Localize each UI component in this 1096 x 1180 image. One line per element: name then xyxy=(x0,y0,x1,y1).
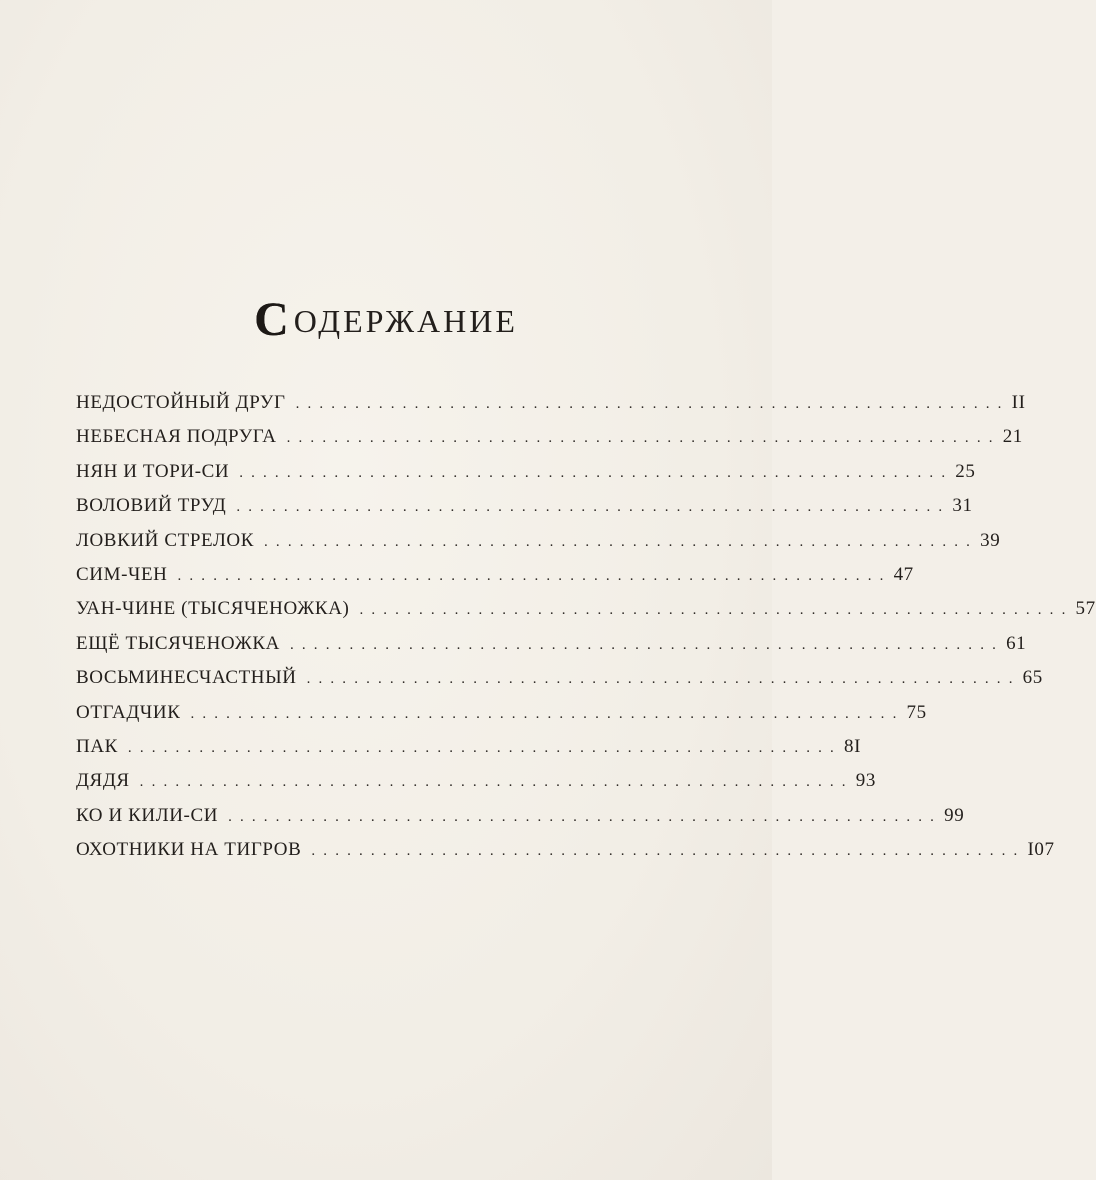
toc-entry-title: НЕБЕСНАЯ ПОДРУГА xyxy=(76,426,277,448)
toc-entry xyxy=(76,627,1027,661)
toc-entry xyxy=(76,558,914,592)
toc-entry xyxy=(76,592,1096,626)
dot-leader: . . . . . . . . . . . . . . . . . . . . . . . . . . . . . . . . . . . . . . . . . . . . . . . . . . . . . . . . . . . . xyxy=(177,567,886,584)
toc-entry xyxy=(76,489,973,523)
toc-entry-title: СИМ-ЧЕН xyxy=(76,563,168,585)
dot-leader: . . . . . . . . . . . . . . . . . . . . . . . . . . . . . . . . . . . . . . . . . . . . . . . . . . . . . . . . . . . . xyxy=(311,843,1020,860)
dot-leader: . . . . . . . . . . . . . . . . . . . . . . . . . . . . . . . . . . . . . . . . . . . . . . . . . . . . . . . . . . . . xyxy=(239,464,948,481)
page-title xyxy=(0,293,772,346)
dot-leader: . . . . . . . . . . . . . . . . . . . . . . . . . . . . . . . . . . . . . . . . . . . . . . . . . . . . . . . . . . . . xyxy=(228,808,937,825)
toc-entry-page: 65 xyxy=(1022,667,1043,689)
toc-entry-title: НЯН И ТОРИ-СИ xyxy=(76,460,230,482)
toc-entry xyxy=(76,696,927,730)
dot-leader: . . . . . . . . . . . . . . . . . . . . . . . . . . . . . . . . . . . . . . . . . . . . . . . . . . . . . . . . . . . . xyxy=(236,499,945,516)
dot-leader: . . . . . . . . . . . . . . . . . . . . . . . . . . . . . . . . . . . . . . . . . . . . . . . . . . . . . . . . . . . . xyxy=(190,705,899,722)
toc-entry-title: ВОЛОВИЙ ТРУД xyxy=(76,495,227,517)
toc-entry-page: 31 xyxy=(952,495,973,517)
table-of-contents xyxy=(76,386,1096,867)
dot-leader: . . . . . . . . . . . . . . . . . . . . . . . . . . . . . . . . . . . . . . . . . . . . . . . . . . . . . . . . . . . . xyxy=(127,739,836,756)
dot-leader: . . . . . . . . . . . . . . . . . . . . . . . . . . . . . . . . . . . . . . . . . . . . . . . . . . . . . . . . . . . . xyxy=(264,533,973,550)
dot-leader: . . . . . . . . . . . . . . . . . . . . . . . . . . . . . . . . . . . . . . . . . . . . . . . . . . . . . . . . . . . . xyxy=(290,636,999,653)
dot-leader: . . . . . . . . . . . . . . . . . . . . . . . . . . . . . . . . . . . . . . . . . . . . . . . . . . . . . . . . . . . . xyxy=(306,671,1015,688)
toc-entry-title: ОХОТНИКИ НА ТИГРОВ xyxy=(76,839,302,861)
toc-entry xyxy=(76,799,965,833)
decorative-initial: С xyxy=(254,293,292,346)
toc-entry-title: УАН-ЧИНЕ (ТЫСЯЧЕНОЖКА) xyxy=(76,598,350,620)
toc-entry-page: 57 xyxy=(1075,598,1096,620)
toc-entry-title: ЕЩЁ ТЫСЯЧЕНОЖКА xyxy=(76,632,280,654)
toc-entry xyxy=(76,661,1043,695)
dot-leader: . . . . . . . . . . . . . . . . . . . . . . . . . . . . . . . . . . . . . . . . . . . . . . . . . . . . . . . . . . . . xyxy=(359,602,1068,619)
toc-entry xyxy=(76,420,1023,454)
dot-leader: . . . . . . . . . . . . . . . . . . . . . . . . . . . . . . . . . . . . . . . . . . . . . . . . . . . . . . . . . . . . xyxy=(286,430,995,447)
toc-entry-page: II xyxy=(1011,392,1026,413)
toc-entry xyxy=(76,833,1055,867)
toc-entry xyxy=(76,730,862,764)
toc-entry xyxy=(76,455,976,489)
toc-entry-page: 75 xyxy=(906,701,927,723)
toc-entry-page: 25 xyxy=(955,460,976,482)
toc-entry-title: ЛОВКИЙ СТРЕЛОК xyxy=(76,529,255,551)
toc-entry-page: 93 xyxy=(855,770,876,792)
toc-entry xyxy=(76,764,876,798)
toc-entry-page: I07 xyxy=(1027,839,1055,861)
toc-entry-page: 39 xyxy=(980,529,1001,551)
toc-entry-page: 21 xyxy=(1002,426,1023,448)
toc-entry xyxy=(76,386,1026,420)
toc-entry-title: КО И КИЛИ-СИ xyxy=(76,804,219,826)
dot-leader: . . . . . . . . . . . . . . . . . . . . . . . . . . . . . . . . . . . . . . . . . . . . . . . . . . . . . . . . . . . . xyxy=(295,396,1004,412)
dot-leader: . . . . . . . . . . . . . . . . . . . . . . . . . . . . . . . . . . . . . . . . . . . . . . . . . . . . . . . . . . . . xyxy=(139,774,848,791)
toc-entry-page: 61 xyxy=(1006,632,1027,654)
toc-entry-title: ОТГАДЧИК xyxy=(76,701,181,723)
toc-entry-title: ДЯДЯ xyxy=(76,770,130,792)
toc-entry-page: 8I xyxy=(843,735,862,757)
toc-entry-page: 47 xyxy=(893,563,914,585)
toc-entry-title: ВОСЬМИНЕСЧАСТНЫЙ xyxy=(76,667,297,689)
page-title-text: ОДЕРЖАНИЕ xyxy=(293,303,518,339)
toc-entry-title: НЕДОСТОЙНЫЙ ДРУГ xyxy=(76,392,286,413)
toc-entry-page: 99 xyxy=(944,804,965,826)
toc-entry xyxy=(76,524,1001,558)
toc-entry-title: ПАК xyxy=(76,735,118,757)
